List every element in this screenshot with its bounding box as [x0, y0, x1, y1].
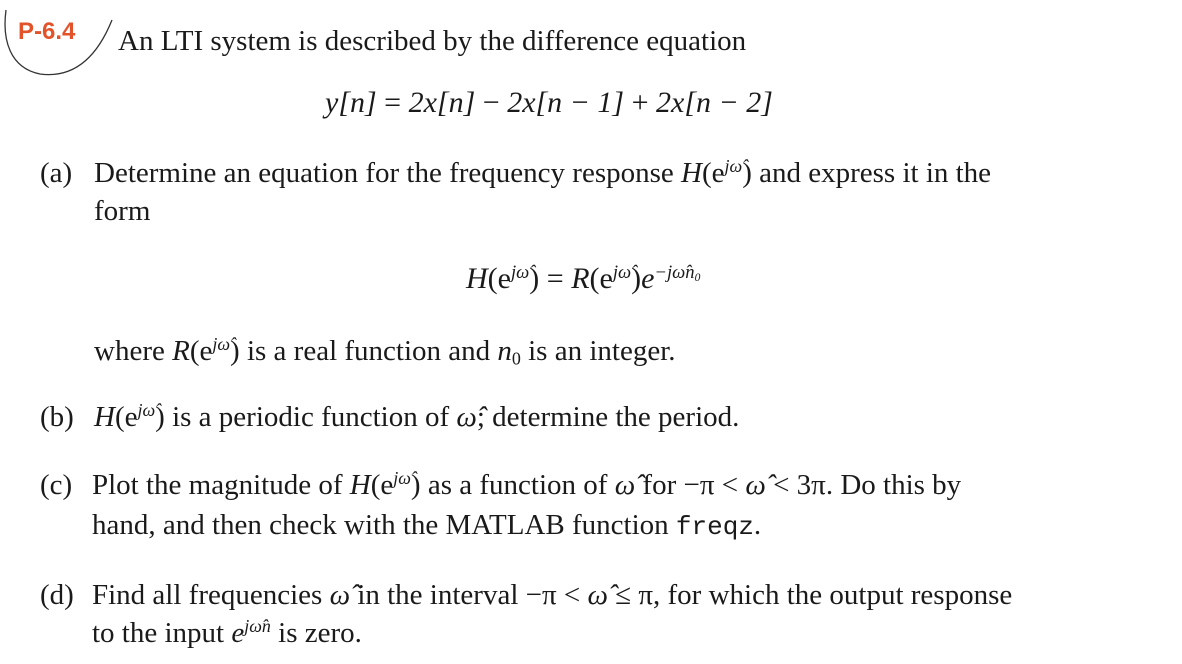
part-b-end: ; determine the period.: [476, 401, 740, 433]
ejw-open: (e: [701, 157, 725, 189]
form-R-ejw-close: ): [631, 262, 642, 295]
problem-intro: An LTI system is described by the difference equation: [118, 25, 747, 57]
where-n-sub: 0: [511, 348, 521, 369]
form-R: R: [571, 262, 590, 295]
form-ejw-open: (e: [487, 262, 511, 295]
part-c-for: for −π <: [635, 469, 746, 501]
part-d-e: e: [231, 617, 245, 649]
eq-term-3: 2x[n − 2]: [656, 86, 773, 119]
part-c-line1: [92, 468, 961, 502]
part-b-ejw-exp: jω̂: [137, 400, 156, 421]
form-H: H: [466, 262, 488, 295]
part-d-omega: ω̂: [329, 579, 351, 611]
problem-number: [18, 18, 75, 46]
part-d-line2-text: to the input: [92, 617, 232, 649]
part-c-marker: (c): [40, 469, 73, 501]
part-c-text: Plot the magnitude of: [92, 469, 350, 501]
part-c-omega-2: ω̂: [745, 469, 766, 501]
eq-op-1: −: [475, 86, 508, 119]
eq-term-2: 2x[n − 1]: [507, 86, 625, 119]
part-c-ejw-close: ): [410, 469, 421, 501]
part-b-line: [94, 400, 739, 434]
ejw-exp: jω̂: [724, 156, 743, 177]
where-ejw-open: (e: [189, 335, 213, 367]
part-c-line2-end: .: [753, 509, 762, 541]
part-c-H: H: [349, 469, 371, 501]
part-c-ejw-exp: jω̂: [393, 468, 411, 489]
part-c-mid: as a function of: [420, 469, 615, 501]
part-d-end: ≤ π, for which the output response: [607, 579, 1013, 611]
form-exp-sub: 0: [694, 271, 701, 284]
where-end: is an integer.: [520, 335, 676, 367]
part-b-ejw-open: (e: [114, 401, 138, 433]
part-d-exp: jω̂n: [244, 616, 271, 637]
ejw-close: ): [742, 157, 752, 189]
eq-term-1: 2x[n]: [408, 86, 476, 119]
form-ejw-close: ): [529, 262, 540, 295]
part-c-omega: ω̂: [614, 469, 636, 501]
part-d-omega-2: ω̂: [587, 579, 608, 611]
part-a-text-end: and express it in the: [751, 157, 992, 189]
where-n: n: [497, 335, 512, 367]
form-equation: [466, 262, 700, 296]
part-d-line1: [92, 578, 1012, 612]
part-a-line1: [94, 156, 991, 190]
eq-op-2: +: [624, 86, 657, 119]
part-b-ejw-close: ): [155, 401, 165, 433]
part-b-omega: ω̂: [456, 401, 477, 433]
part-b-text: is a periodic function of: [164, 401, 457, 433]
difference-equation: [325, 86, 773, 120]
part-d-marker: (d): [40, 579, 74, 611]
where-R: R: [172, 335, 190, 367]
matlab-freqz-code: freqz: [675, 512, 754, 542]
part-c-ejw-open: (e: [370, 469, 394, 501]
part-a-where: [94, 334, 676, 368]
part-d-text: Find all frequencies: [92, 579, 330, 611]
form-e: e: [641, 262, 655, 295]
where-ejw-exp: jω̂: [212, 334, 231, 355]
form-exp: −jω̂n: [654, 261, 695, 283]
form-ejw-exp: jω̂: [510, 261, 530, 283]
part-c-line2: [92, 508, 761, 544]
problem-label: P-6.4: [18, 18, 76, 45]
part-b-H: H: [94, 401, 115, 433]
where-text: where: [94, 335, 173, 367]
part-d-mid: in the interval −π <: [350, 579, 588, 611]
part-a-line2: form: [94, 195, 151, 227]
form-R-ejw-open: (e: [589, 262, 613, 295]
where-mid: is a real function and: [239, 335, 498, 367]
eq-equals: =: [376, 86, 409, 119]
part-a-text: Determine an equation for the frequency response: [94, 157, 682, 189]
part-d-line2: [92, 616, 362, 650]
form-equals: =: [539, 262, 572, 295]
part-d-line2-end: is zero.: [270, 617, 362, 649]
part-a-H: H: [681, 157, 702, 189]
part-a-marker: (a): [40, 157, 73, 189]
part-c-line2-text: hand, and then check with the MATLAB function: [92, 509, 676, 541]
part-c-range: < 3π. Do this by: [765, 469, 962, 501]
form-R-ejw-exp: jω̂: [612, 261, 632, 283]
eq-lhs: y[n]: [325, 86, 377, 119]
part-b-marker: (b): [40, 401, 74, 433]
where-ejw-close: ): [230, 335, 240, 367]
